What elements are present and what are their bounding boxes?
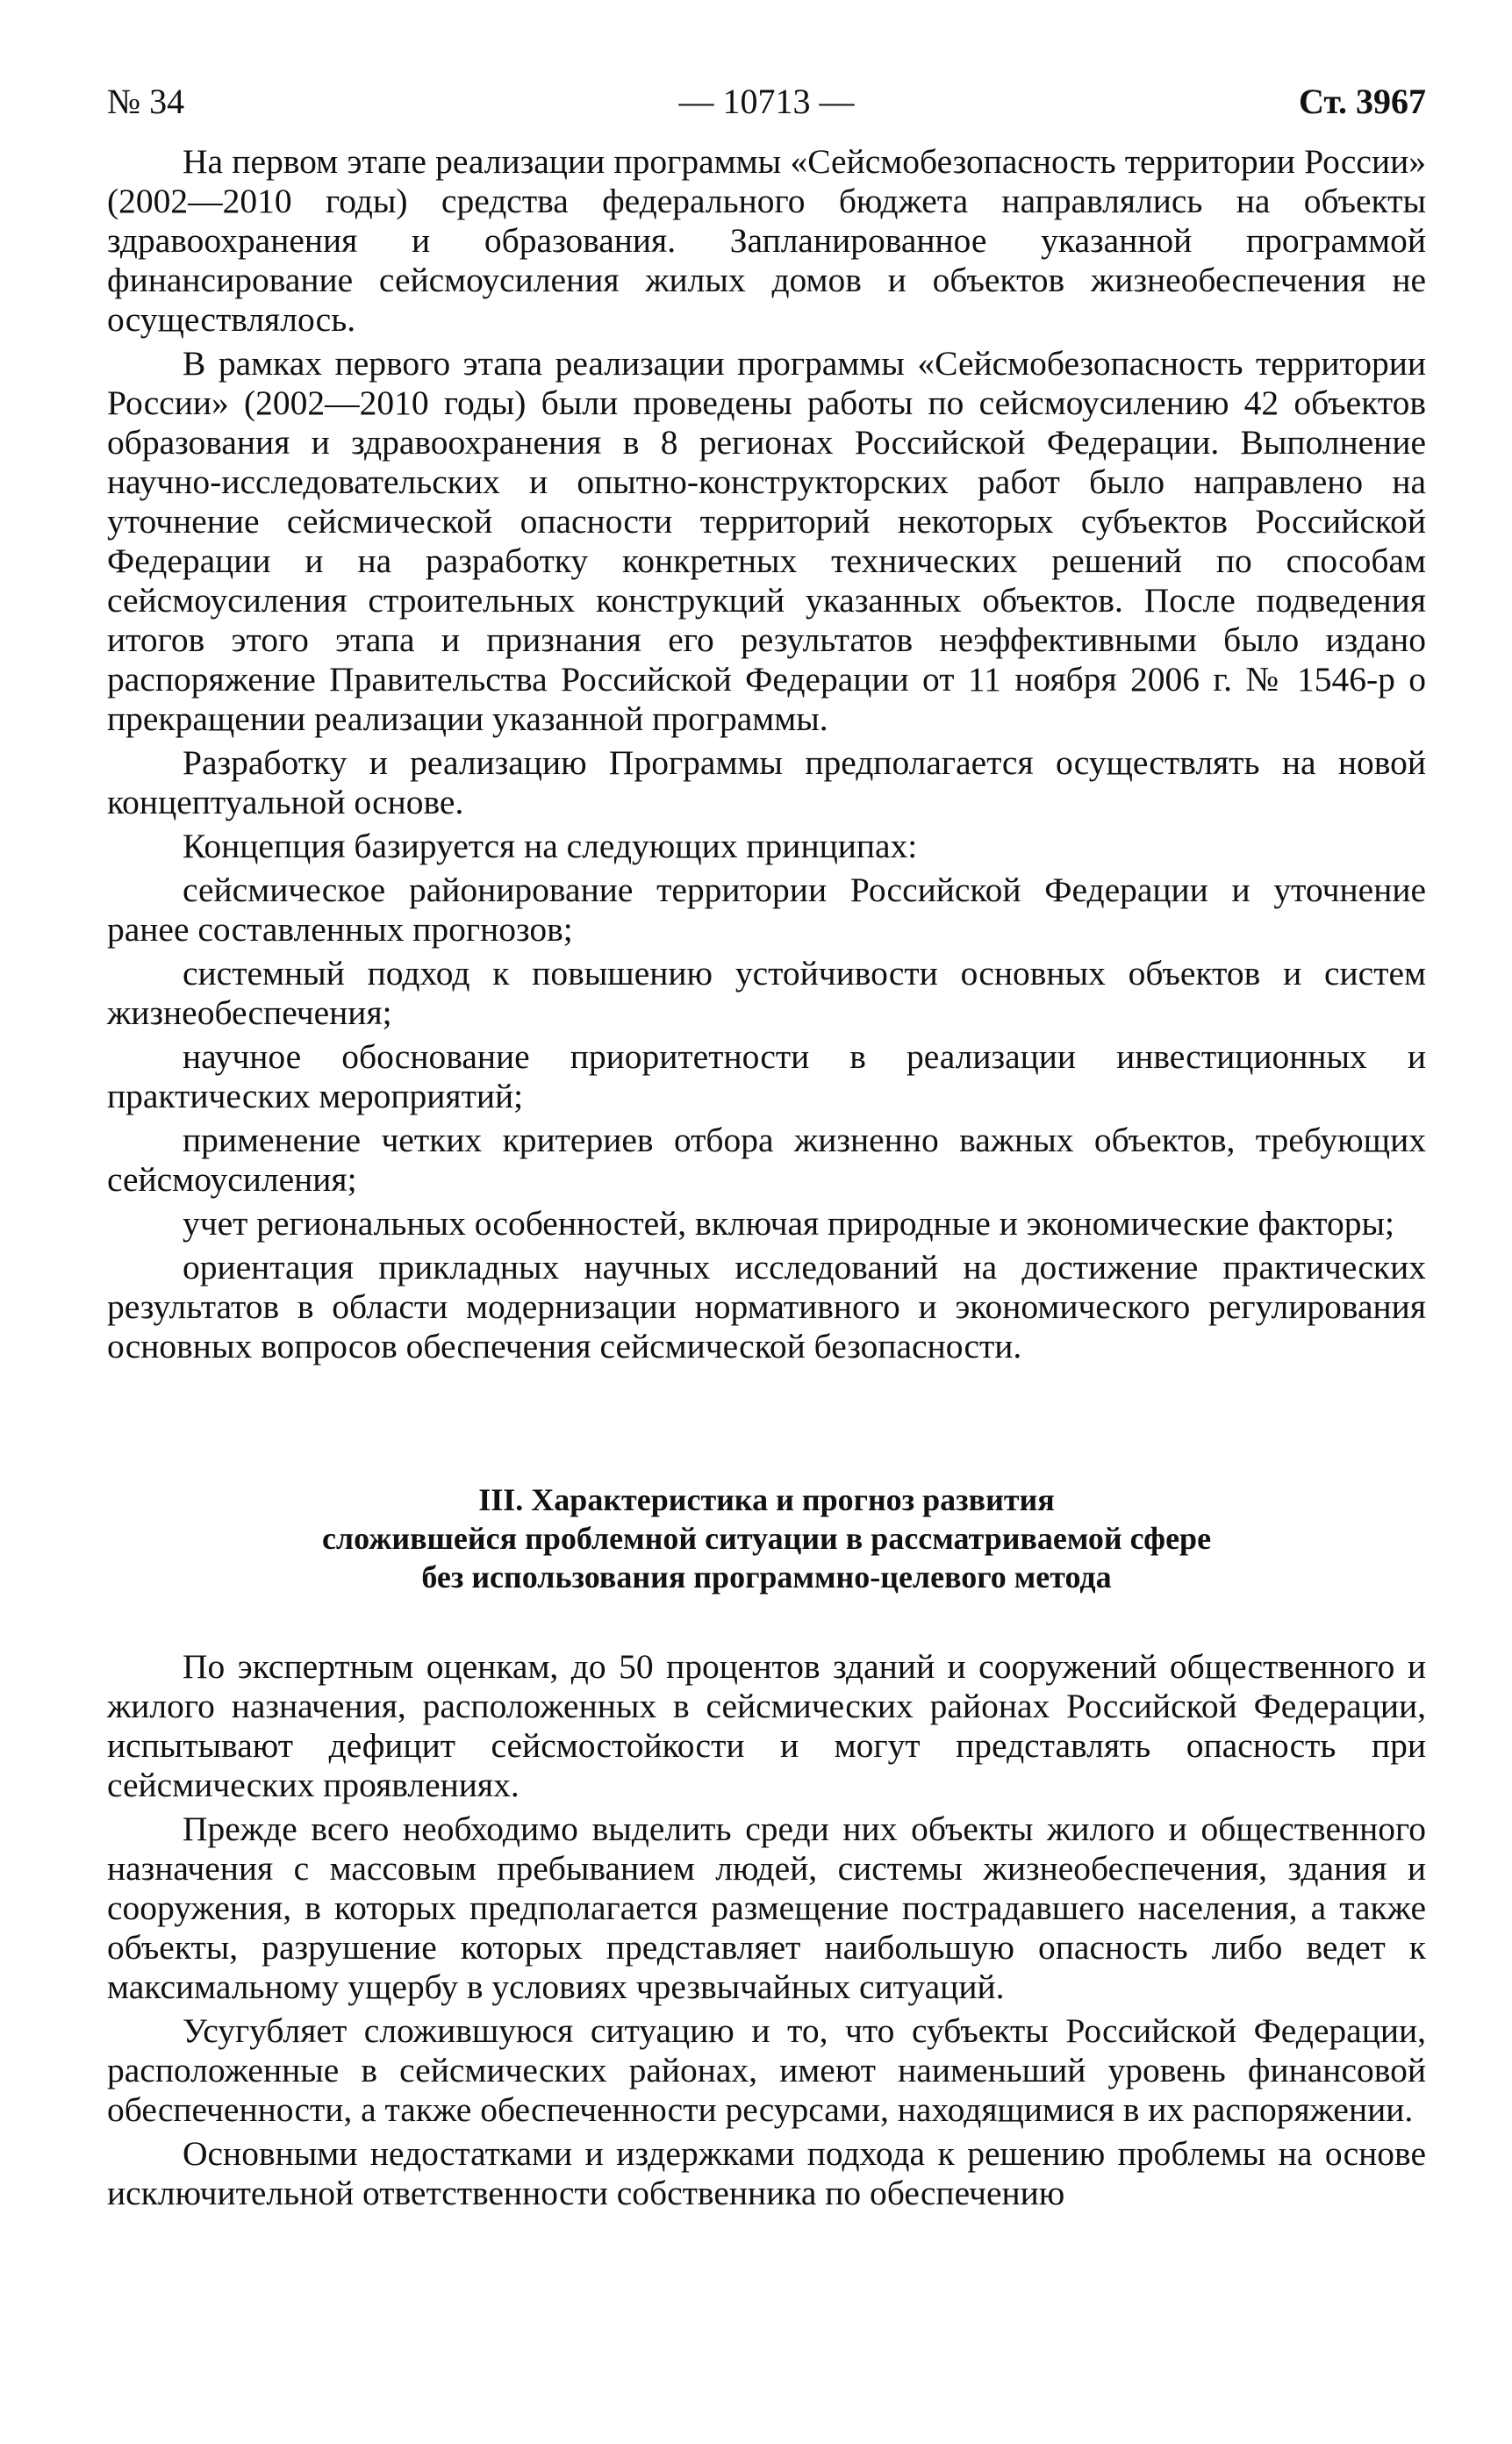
principle-item: научное обоснование приоритетности в реализации инвестиционных и практических мероприятий; (107, 1037, 1426, 1115)
paragraph: В рамках первого этапа реализации программы «Сейсмобезопасность территории России» (2002—2010 годы) были проведены работы по сейсмоусилению 42 объектов образования и здравоохранения в 8 регионах Российской Федерации. Выполнение научно-исследовательских и опытно-конструкторских работ было направлено на уточнение сейсмической опасности территорий некоторых субъектов Российской Федерации и на разработку конкретных технических решений по способам сейсмоусиления строительных конструкций указанных объектов. После подведения итогов этого этапа и признания его результатов неэффективными было издано распоряжение Правительства Российской Федерации от 11 ноября 2006 г. № 1546-р о прекращении реализации указанной программы. (107, 344, 1426, 738)
paragraph: Усугубляет сложившуюся ситуацию и то, что субъекты Российской Федерации, расположенные в сейсмических районах, имеют наименьший уровень финансовой обеспеченности, а также обеспеченности ресурсами, находящимися в их распоряжении. (107, 2011, 1426, 2129)
body-bottom (107, 1647, 1426, 2213)
body-top (107, 142, 1426, 1366)
paragraph: По экспертным оценкам, до 50 процентов зданий и сооружений общественного и жилого назначения, расположенных в сейсмических районах Российской Федерации, испытывают дефицит сейсмостойкости и могут представлять опасность при сейсмических проявлениях. (107, 1647, 1426, 1804)
page-header (107, 77, 1426, 126)
section-heading-line: сложившейся проблемной ситуации в рассматриваемой сфере (321, 1521, 1212, 1556)
paragraph: Концепция базируется на следующих принципах: (183, 827, 918, 865)
paragraph: Основными недостатками и издержками подхода к решению проблемы на основе исключительной ответственности собственника по обеспечению (107, 2134, 1426, 2212)
paragraph: Прежде всего необходимо выделить среди них объекты жилого и общественного назначения с массовым пребыванием людей, системы жизнеобеспечения, здания и сооружения, в которых предполагается размещение пострадавшего населения, а также объекты, разрушение которых представляет наибольшую опасность либо ведет к максимальному ущербу в условиях чрезвычайных ситуаций. (107, 1810, 1426, 2006)
principle-item: ориентация прикладных научных исследований на достижение практических результатов в области модернизации нормативного и экономического регулирования основных вопросов обеспечения сейсмической безопасности. (107, 1248, 1426, 1365)
principle-item: системный подход к повышению устойчивости основных объектов и систем жизнеобеспечения; (107, 954, 1426, 1032)
section-heading-line: без использования программно-целевого метода (421, 1559, 1112, 1595)
page-number: — 10713 — (678, 82, 855, 121)
issue-number: № 34 (107, 82, 185, 121)
document-page (107, 77, 1426, 2218)
section-heading-line: III. Характеристика и прогноз развития (478, 1482, 1055, 1517)
section-heading (107, 1480, 1426, 1596)
principle-item: сейсмическое районирование территории Российской Федерации и уточнение ранее составленных прогнозов; (107, 871, 1426, 949)
paragraph: Разработку и реализацию Программы предполагается осуществлять на новой концептуальной основе. (107, 743, 1426, 821)
article-number: Ст. 3967 (1299, 82, 1426, 121)
principle-item: применение четких критериев отбора жизненно важных объектов, требующих сейсмоусиления; (107, 1121, 1426, 1199)
paragraph: На первом этапе реализации программы «Сейсмобезопасность территории России» (2002—2010 годы) средства федерального бюджета направлялись на объекты здравоохранения и образования. Запланированное указанной программой финансирование сейсмоусиления жилых домов и объектов жизнеобеспечения не осуществлялось. (107, 142, 1426, 339)
principle-item: учет региональных особенностей, включая природные и экономические факторы; (183, 1204, 1394, 1243)
